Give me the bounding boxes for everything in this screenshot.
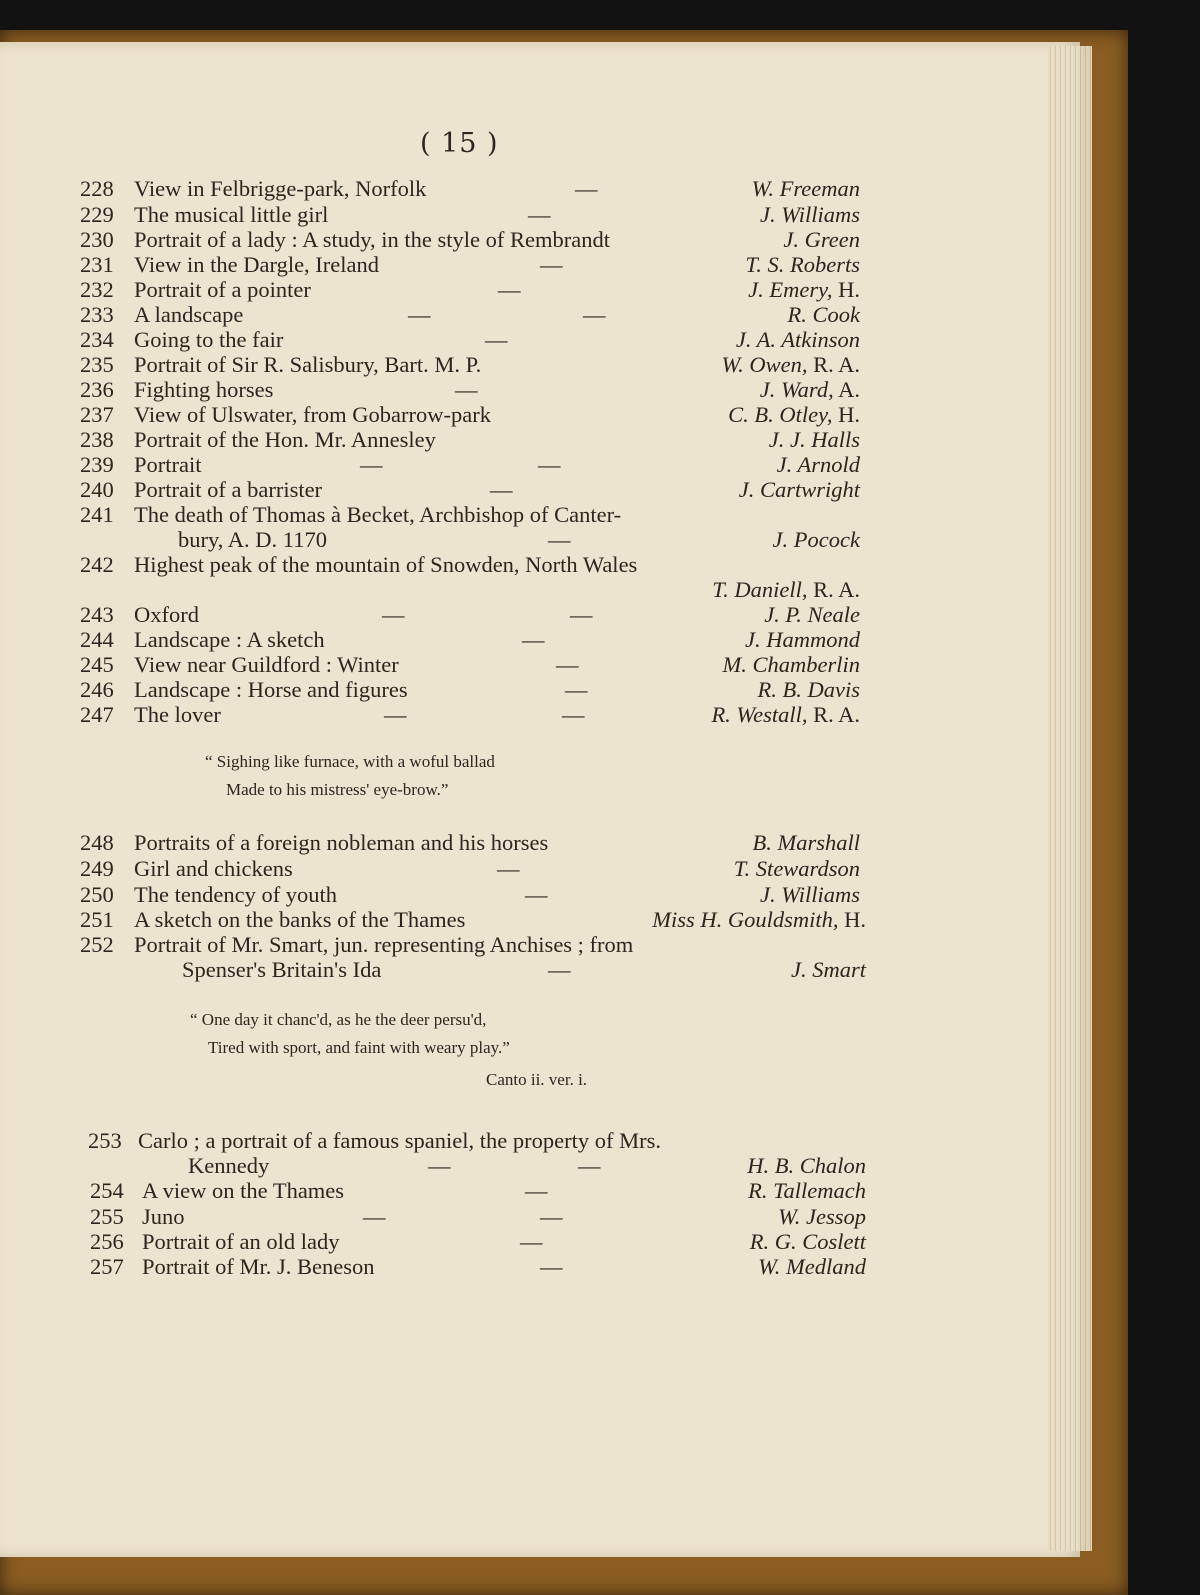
artist-name <box>758 1254 866 1280</box>
artist-name <box>723 652 861 678</box>
leader-dash: — <box>562 702 585 727</box>
entry-number: 239 <box>80 452 114 477</box>
catalogue-entry <box>0 702 860 728</box>
artist-name <box>728 402 860 428</box>
artist-rank: H. <box>832 402 860 427</box>
entry-number: 233 <box>80 302 114 327</box>
catalogue-entry <box>0 452 860 478</box>
catalogue-entry <box>0 1178 866 1204</box>
entry-title: View near Guildford : Winter <box>134 652 399 677</box>
artist-name <box>788 302 861 328</box>
leader-dash: — <box>525 882 548 907</box>
artist-name <box>791 957 866 983</box>
leader-dash: — <box>490 477 513 502</box>
leader-dash: — <box>583 302 606 327</box>
artist-name <box>769 427 860 453</box>
artist-name-text: J. Williams <box>760 202 860 227</box>
leader-dash: — <box>540 1204 563 1229</box>
leader-dash: — <box>382 602 405 627</box>
artist-name-text: T. S. Roberts <box>745 252 860 277</box>
catalogue-entry <box>0 856 860 882</box>
catalogue-entry <box>0 277 860 303</box>
entry-number: 257 <box>90 1254 124 1279</box>
entry-number: 250 <box>80 882 114 907</box>
entry-number: 229 <box>80 202 114 227</box>
entry-title: View in Felbrigge-park, Norfolk <box>134 176 427 201</box>
entry-number: 256 <box>90 1229 124 1254</box>
leader-dash: — <box>363 1204 386 1229</box>
entry-number: 247 <box>80 702 114 727</box>
artist-name-text: J. Smart <box>791 957 866 982</box>
catalogue-entry <box>0 627 860 653</box>
entry-title: Portrait of Mr. Smart, jun. representing Anchises ; from <box>134 932 634 957</box>
entry-title: A sketch on the banks of the Thames <box>134 907 466 932</box>
entry-number: 254 <box>90 1178 124 1203</box>
entry-title: A landscape <box>134 302 244 327</box>
leader-dash: — <box>497 856 520 881</box>
artist-name <box>734 856 860 882</box>
entry-title: Carlo ; a portrait of a famous spaniel, the property of Mrs. <box>138 1128 661 1153</box>
artist-name <box>764 602 860 628</box>
entry-number: 228 <box>80 176 114 201</box>
entry-number: 240 <box>80 477 114 502</box>
artist-name-text: J. Pocock <box>772 527 860 552</box>
leader-dash: — <box>522 627 545 652</box>
artist-name <box>777 452 860 478</box>
leader-dash: — <box>360 452 383 477</box>
entry-title: Portrait of a pointer <box>134 277 311 302</box>
artist-name-text: R. Westall, <box>711 702 808 727</box>
leader-dash: — <box>540 252 563 277</box>
artist-rank: R. A. <box>807 702 860 727</box>
entry-title: Juno <box>142 1204 185 1229</box>
leader-dash: — <box>408 302 431 327</box>
artist-name-text: Miss H. Gouldsmith, <box>652 907 839 932</box>
entry-number: 248 <box>80 830 114 855</box>
entry-title: The death of Thomas à Becket, Archbishop of Canter- <box>134 502 622 527</box>
leader-dash: — <box>525 1178 548 1203</box>
catalogue-entry <box>0 227 860 253</box>
artist-name <box>783 227 860 253</box>
entry-title: Landscape : Horse and figures <box>134 677 408 702</box>
entry-title: View of Ulswater, from Gobarrow-park <box>134 402 492 427</box>
artist-name <box>739 477 860 503</box>
entry-title: Highest peak of the mountain of Snowden, North Wales <box>134 552 638 577</box>
entry-title-continuation: bury, A. D. 1170 <box>178 527 327 552</box>
artist-name-text: W. Owen, <box>721 352 808 377</box>
artist-name-text: R. G. Coslett <box>749 1229 866 1254</box>
artist-name-text: J. Green <box>783 227 860 252</box>
artist-name-text: J. Arnold <box>776 452 860 477</box>
entry-number: 236 <box>80 377 114 402</box>
artist-name <box>711 702 860 728</box>
artist-name-text: J. P. Neale <box>764 602 860 627</box>
quote-line: Made to his mistress' eye-brow.” <box>226 780 449 799</box>
artist-name-text: R. B. Davis <box>757 677 860 702</box>
entry-number: 246 <box>80 677 114 702</box>
leader-dash: — <box>538 452 561 477</box>
catalogue-entry <box>0 830 860 856</box>
artist-rank: H. <box>832 277 860 302</box>
catalogue-entry <box>0 882 860 908</box>
entry-title: View in the Dargle, Ireland <box>134 252 380 277</box>
quote-line: “ Sighing like furnace, with a woful ballad <box>205 752 495 771</box>
entry-title: Portrait of Sir R. Salisbury, Bart. M. P. <box>134 352 482 377</box>
entry-title: The tendency of youth <box>134 882 338 907</box>
entry-number: 231 <box>80 252 114 277</box>
entry-number: 253 <box>88 1128 122 1153</box>
artist-name-text: J. J. Halls <box>768 427 860 452</box>
leader-dash: — <box>578 1153 601 1178</box>
artist-name <box>750 1229 866 1255</box>
entry-title: Portrait of a barrister <box>134 477 323 502</box>
leader-dash: — <box>520 1229 543 1254</box>
artist-name <box>760 882 860 908</box>
leader-dash: — <box>565 677 588 702</box>
artist-name <box>748 1178 866 1204</box>
entry-title: Landscape : A sketch <box>134 627 325 652</box>
entry-number: 242 <box>80 552 114 577</box>
entry-title: Going to the fair <box>134 327 284 352</box>
catalogue-entry <box>0 1204 866 1230</box>
artist-name-text: R. Cook <box>787 302 860 327</box>
artist-name-text: H. B. Chalon <box>747 1153 866 1178</box>
entry-title: Portrait of an old lady <box>142 1229 340 1254</box>
entry-title: Portrait of Mr. J. Beneson <box>142 1254 375 1279</box>
catalogue-entry <box>0 502 860 552</box>
artist-name <box>760 377 860 403</box>
entry-number: 230 <box>80 227 114 252</box>
artist-name <box>712 577 860 603</box>
leader-dash: — <box>498 277 521 302</box>
leader-dash: — <box>455 377 478 402</box>
entry-title: Girl and chickens <box>134 856 293 881</box>
artist-name-text: W. Medland <box>758 1254 866 1279</box>
catalogue-entry <box>0 552 860 602</box>
artist-name-text: J. Ward, <box>759 377 834 402</box>
catalogue-entry <box>0 677 860 703</box>
leader-dash: — <box>570 602 593 627</box>
catalogue-entry <box>0 602 860 628</box>
artist-name <box>758 677 860 703</box>
entry-number: 237 <box>80 402 114 427</box>
artist-name <box>652 907 866 933</box>
entry-number: 243 <box>80 602 114 627</box>
catalogue-entry <box>0 352 860 378</box>
artist-name <box>747 1153 866 1179</box>
artist-name <box>745 252 860 278</box>
leader-dash: — <box>548 527 571 552</box>
leader-dash: — <box>540 1254 563 1279</box>
catalogue-entry <box>0 377 860 403</box>
artist-name-text: J. Hammond <box>745 627 860 652</box>
artist-rank: R. A. <box>807 577 860 602</box>
entry-number: 241 <box>80 502 114 527</box>
quote-line: “ One day it chanc'd, as he the deer persu'd, <box>190 1010 487 1029</box>
artist-name-text: T. Daniell, <box>712 577 808 602</box>
catalogue-entry <box>0 427 860 453</box>
entry-title: Fighting horses <box>134 377 274 402</box>
artist-name <box>773 527 860 553</box>
leader-dash: — <box>384 702 407 727</box>
entry-title: The lover <box>134 702 221 727</box>
artist-name-text: J. Cartwright <box>738 477 860 502</box>
artist-name-text: J. Williams <box>760 882 860 907</box>
artist-name-text: T. Stewardson <box>733 856 860 881</box>
leader-dash: — <box>428 1153 451 1178</box>
artist-name-text: B. Marshall <box>752 830 860 855</box>
entry-title: Portrait of the Hon. Mr. Annesley <box>134 427 436 452</box>
entry-number: 238 <box>80 427 114 452</box>
page-folio: ( 15 ) <box>420 128 499 159</box>
catalogue-entry <box>0 652 860 678</box>
catalogue-entry <box>0 1254 866 1280</box>
entry-title-continuation: Spenser's Britain's Ida <box>182 957 382 982</box>
entry-number: 255 <box>90 1204 124 1229</box>
entry-title-continuation: Kennedy <box>188 1153 270 1178</box>
leader-dash: — <box>556 652 579 677</box>
artist-name <box>745 627 860 653</box>
entry-number: 234 <box>80 327 114 352</box>
artist-name-text: J. A. Atkinson <box>735 327 860 352</box>
entry-number: 251 <box>80 907 114 932</box>
artist-rank: A. <box>833 377 860 402</box>
artist-name-text: J. Emery, <box>748 277 833 302</box>
catalogue-entry <box>0 202 860 228</box>
catalogue-entry <box>0 477 860 503</box>
artist-name <box>760 202 860 228</box>
entry-number: 235 <box>80 352 114 377</box>
entry-title: Portrait of a lady : A study, in the style of Rembrandt <box>134 227 610 252</box>
entry-title: A view on the Thames <box>142 1178 345 1203</box>
entry-title: Oxford <box>134 602 199 627</box>
artist-rank: R. A. <box>807 352 860 377</box>
entry-title: Portrait <box>134 452 202 477</box>
quote-reference: Canto ii. ver. i. <box>486 1070 588 1089</box>
catalogue-entry <box>0 402 860 428</box>
leader-dash: — <box>548 957 571 982</box>
catalogue-entry <box>0 176 860 202</box>
leader-dash: — <box>575 176 598 201</box>
artist-name-text: R. Tallemach <box>748 1178 866 1203</box>
entry-number: 244 <box>80 627 114 652</box>
page-edges <box>1048 46 1092 1551</box>
catalogue-entry <box>0 907 866 933</box>
entry-title: The musical little girl <box>134 202 329 227</box>
artist-rank: H. <box>838 907 866 932</box>
artist-name <box>736 327 860 353</box>
entry-number: 232 <box>80 277 114 302</box>
leader-dash: — <box>528 202 551 227</box>
artist-name-text: W. Jessop <box>778 1204 866 1229</box>
artist-name-text: C. B. Otley, <box>728 402 833 427</box>
artist-name <box>752 830 860 856</box>
catalogue-entry <box>0 252 860 278</box>
artist-name <box>748 277 860 303</box>
entry-title: Portraits of a foreign nobleman and his horses <box>134 830 549 855</box>
catalogue-entry <box>0 302 860 328</box>
artist-name <box>752 176 860 202</box>
entry-number: 249 <box>80 856 114 881</box>
catalogue-entry <box>0 327 860 353</box>
leader-dash: — <box>485 327 508 352</box>
artist-name-text: W. Freeman <box>751 176 860 201</box>
catalogue-entry <box>0 1229 866 1255</box>
quote-line: Tired with sport, and faint with weary play.” <box>208 1038 510 1057</box>
catalogue-entry <box>0 1128 866 1178</box>
artist-name <box>721 352 860 378</box>
artist-name-text: M. Chamberlin <box>722 652 860 677</box>
entry-number: 252 <box>80 932 114 957</box>
entry-number: 245 <box>80 652 114 677</box>
catalogue-entry <box>0 932 866 982</box>
artist-name <box>778 1204 866 1230</box>
